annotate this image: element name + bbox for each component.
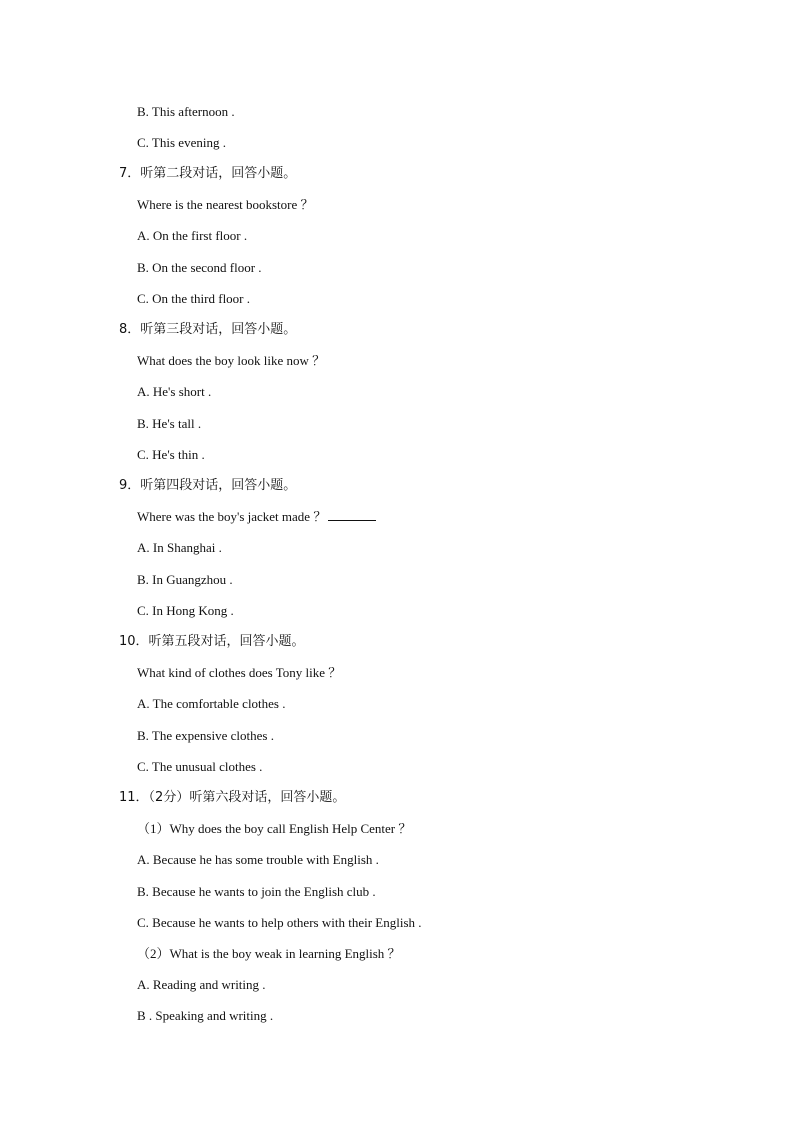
q9-option-c: C. In Hong Kong . [137,603,234,618]
q11-2-option-a: A. Reading and writing . [137,977,266,992]
q10-option-a: A. The comfortable clothes . [137,696,286,711]
q9-title: 9．听第四段对话，回答小题。 [119,478,297,493]
q10-stem: What kind of clothes does Tony like ？ [137,665,342,680]
q9-option-b: B. In Guangzhou . [137,572,233,587]
q11-1-option-b: B. Because he wants to join the English club . [137,884,376,899]
q7-option-b: B. On the second floor . [137,260,262,275]
answer-blank[interactable] [328,508,376,521]
q11-2-stem: （2）What is the boy weak in learning English ？ [137,946,401,961]
q9-stem [137,508,376,526]
q9-option-a: A. In Shanghai . [137,540,222,555]
q7-option-c: C. On the third floor . [137,291,251,306]
q6-option-c: C. This evening . [137,135,226,150]
q8-option-a: A. He's short . [137,384,212,399]
q10-option-c: C. The unusual clothes . [137,759,263,774]
q10-title: 10．听第五段对话，回答小题。 [119,634,305,649]
q8-option-b: B. He's tall . [137,416,202,431]
q8-option-c: C. He's thin . [137,447,205,462]
q11-2-option-b: B . Speaking and writing . [137,1008,274,1023]
q10-option-b: B. The expensive clothes . [137,728,274,743]
q7-option-a: A. On the first floor . [137,228,248,243]
q7-title: 7．听第二段对话，回答小题。 [119,166,297,181]
q11-1-option-a: A. Because he has some trouble with English . [137,852,379,867]
q8-stem: What does the boy look like now ？ [137,353,326,368]
q11-1-option-c: C. Because he wants to help others with their English . [137,915,422,930]
q11-title: 11．（2分）听第六段对话，回答小题。 [119,790,346,805]
q11-1-stem: （1）Why does the boy call English Help Center ？ [137,821,412,836]
q7-stem: Where is the nearest bookstore ？ [137,197,314,212]
q6-option-b: B. This afternoon . [137,104,235,119]
q8-title: 8．听第三段对话，回答小题。 [119,322,297,337]
q9-stem-text: Where was the boy's jacket made ？ [137,509,327,524]
